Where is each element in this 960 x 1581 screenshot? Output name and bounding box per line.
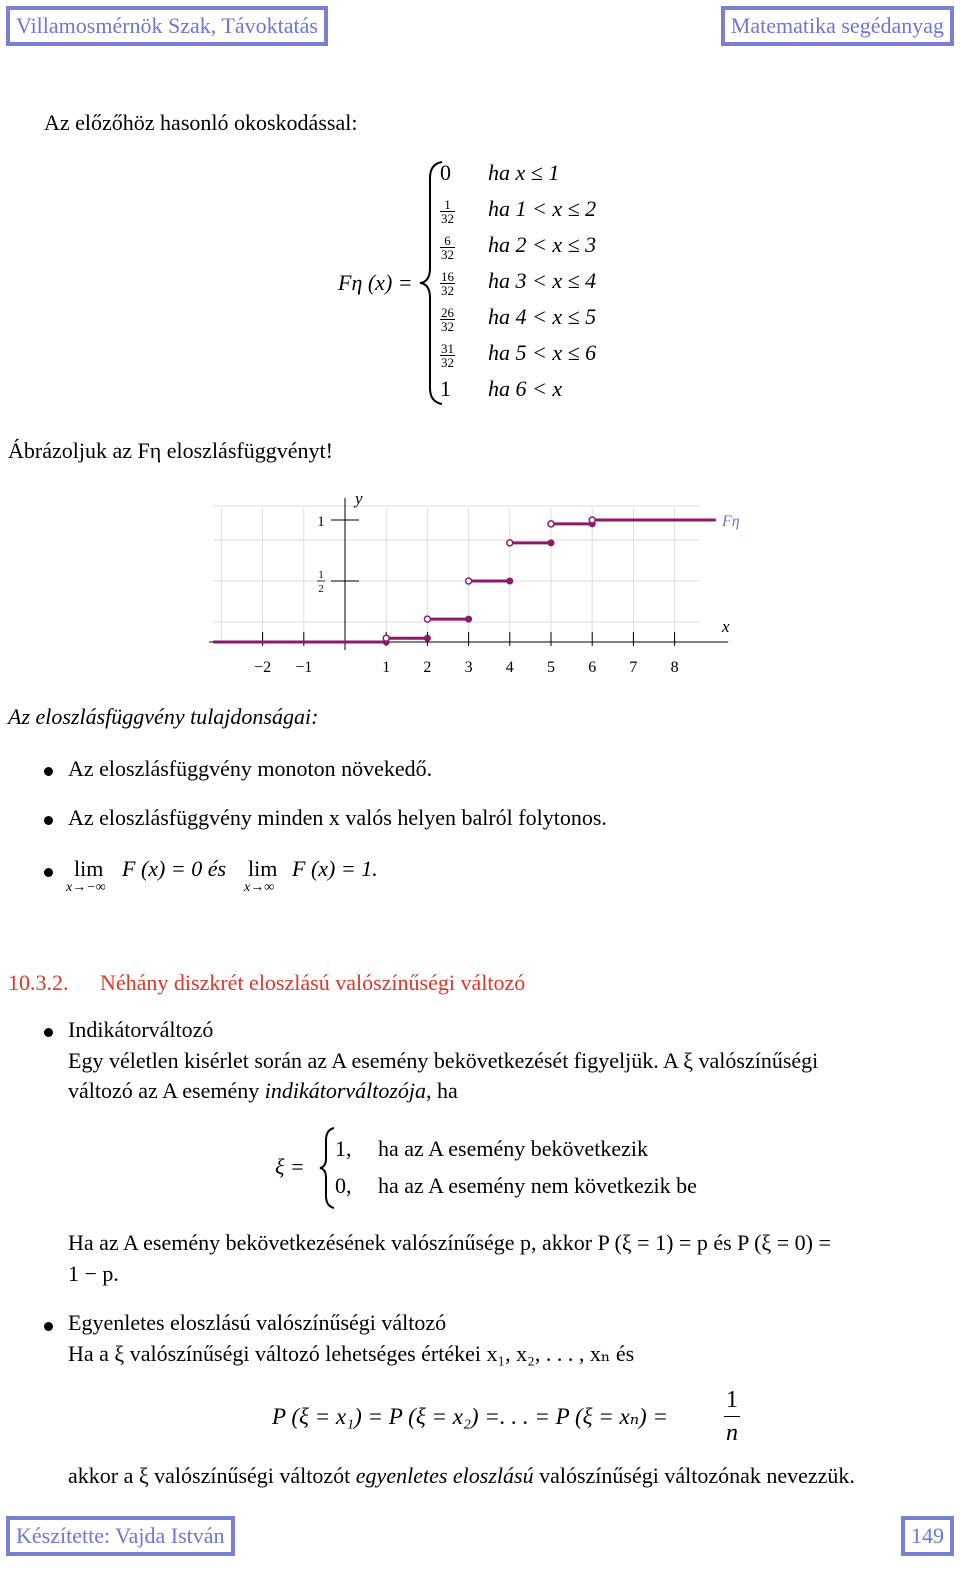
footer-author: Készítette: Vajda István bbox=[6, 1516, 235, 1556]
limit-1-expr: F (x) = 0 és bbox=[122, 856, 227, 881]
cdf-lhs: Fη (x) = bbox=[338, 270, 413, 295]
y-tick-label: 1 bbox=[318, 569, 324, 581]
header-subject: Matematika segédanyag bbox=[721, 6, 954, 46]
closed-point bbox=[424, 635, 430, 641]
cdf-case-value: $\frac{6}{32}$ bbox=[441, 233, 454, 263]
cdf-case-value: 1 bbox=[440, 376, 451, 401]
open-point bbox=[589, 517, 595, 523]
cdf-case-value: $\frac{31}{32}$ bbox=[441, 341, 454, 371]
x-tick-label: 7 bbox=[629, 659, 638, 676]
limit-2: lim bbox=[248, 856, 278, 881]
indicator-text-1: Egy véletlen kisérlet során az A esemény bekövetkezését figyeljük. A ξ valószínűségi bbox=[68, 1048, 819, 1073]
cdf-case-condition: ha 6 < x bbox=[488, 376, 563, 401]
cdf-case-condition: ha 4 < x ≤ 5 bbox=[488, 304, 597, 329]
uniform-formula: P (ξ = x₁) = P (ξ = x₂) =. . . = P (ξ = xₙ) = bbox=[272, 1404, 668, 1429]
uniform-text-1: Ha a ξ valószínűségi változó lehetséges értékei x₁, x₂, . . . , xₙ és bbox=[68, 1341, 635, 1366]
properties-title: Az eloszlásfüggvény tulajdonságai: bbox=[8, 704, 319, 729]
xi-lhs: ξ = bbox=[275, 1154, 305, 1179]
x-axis-label: x bbox=[722, 617, 730, 636]
cdf-case-value: 0 bbox=[440, 160, 451, 185]
bullet bbox=[44, 1028, 53, 1037]
plot-prompt: Ábrázoljuk az Fη eloszlásfüggvényt! bbox=[8, 438, 333, 463]
page-number: 149 bbox=[901, 1516, 954, 1556]
x-tick-label: 2 bbox=[423, 659, 432, 676]
bullet bbox=[44, 868, 53, 877]
case-0-value: 0, bbox=[335, 1173, 352, 1198]
indicator-text-2: változó az A esemény indikátorváltozója, ha bbox=[68, 1078, 458, 1103]
x-tick-label: −1 bbox=[295, 659, 313, 676]
intro-text: Az előzőhöz hasonló okoskodással: bbox=[44, 110, 358, 135]
cdf-case-value: $\frac{16}{32}$ bbox=[441, 269, 454, 299]
cdf-case-condition: ha x ≤ 1 bbox=[488, 160, 560, 185]
closed-point bbox=[548, 540, 554, 546]
cdf-case-condition: ha 2 < x ≤ 3 bbox=[488, 232, 597, 257]
open-point bbox=[548, 521, 554, 527]
limit-2-expr: F (x) = 1. bbox=[292, 856, 378, 881]
bullet bbox=[44, 816, 53, 825]
closed-point bbox=[466, 616, 472, 622]
x-tick-label: 6 bbox=[588, 659, 597, 676]
limit-2-sub: x→∞ bbox=[244, 880, 275, 895]
uniform-name: Egyenletes eloszlású valószínűségi változó bbox=[68, 1310, 447, 1335]
indicator-text-4: 1 − p. bbox=[68, 1261, 119, 1286]
cdf-case-condition: ha 1 < x ≤ 2 bbox=[488, 196, 597, 221]
x-tick-label: 8 bbox=[670, 659, 679, 676]
cdf-case-value: $\frac{26}{32}$ bbox=[441, 305, 454, 335]
y-axis-label: y bbox=[355, 489, 363, 508]
y-tick-label: 1 bbox=[317, 514, 325, 530]
bullet bbox=[44, 767, 53, 776]
indicator-text-3: Ha az A esemény bekövetkezésének valószínűsége p, akkor P (ξ = 1) = p és P (ξ = 0) = bbox=[68, 1230, 831, 1255]
section-number: 10.3.2. bbox=[8, 970, 69, 995]
case-1-cond: ha az A esemény bekövetkezik bbox=[378, 1136, 649, 1161]
section-title: Néhány diszkrét eloszlású valószínűségi változó bbox=[100, 970, 526, 995]
open-point bbox=[383, 635, 389, 641]
header-course: Villamosmérnök Szak, Távoktatás bbox=[6, 6, 328, 46]
cdf-case-condition: ha 3 < x ≤ 4 bbox=[488, 268, 597, 293]
case-1-value: 1, bbox=[335, 1136, 352, 1161]
uniform-fraction: 1 n bbox=[724, 1384, 740, 1449]
uniform-text-2: akkor a ξ valószínűségi változót egyenletes eloszlású valószínűségi változónak nevezzük. bbox=[68, 1463, 855, 1488]
indicator-name: Indikátorváltozó bbox=[68, 1017, 214, 1042]
open-point bbox=[507, 540, 513, 546]
open-point bbox=[466, 578, 472, 584]
x-tick-label: −2 bbox=[254, 659, 272, 676]
cdf-case-value: $\frac{1}{32}$ bbox=[441, 197, 454, 227]
limit-1: lim bbox=[74, 856, 104, 881]
property-1: Az eloszlásfüggvény monoton növekedő. bbox=[68, 756, 433, 781]
limit-1-sub: x→−∞ bbox=[66, 880, 106, 895]
x-tick-label: 5 bbox=[547, 659, 555, 676]
x-tick-label: 4 bbox=[505, 659, 514, 676]
case-0-cond: ha az A esemény nem következik be bbox=[378, 1173, 697, 1198]
cdf-case-condition: ha 5 < x ≤ 6 bbox=[488, 340, 597, 365]
open-point bbox=[424, 616, 430, 622]
x-tick-label: 1 bbox=[382, 659, 391, 676]
property-2: Az eloszlásfüggvény minden x valós helyen balról folytonos. bbox=[68, 805, 607, 830]
closed-point bbox=[507, 578, 513, 584]
bullet bbox=[44, 1322, 53, 1331]
series-label: Fη bbox=[722, 513, 740, 530]
y-tick-label: 2 bbox=[318, 583, 324, 595]
x-tick-label: 3 bbox=[464, 659, 473, 676]
cdf-plot bbox=[0, 480, 960, 690]
